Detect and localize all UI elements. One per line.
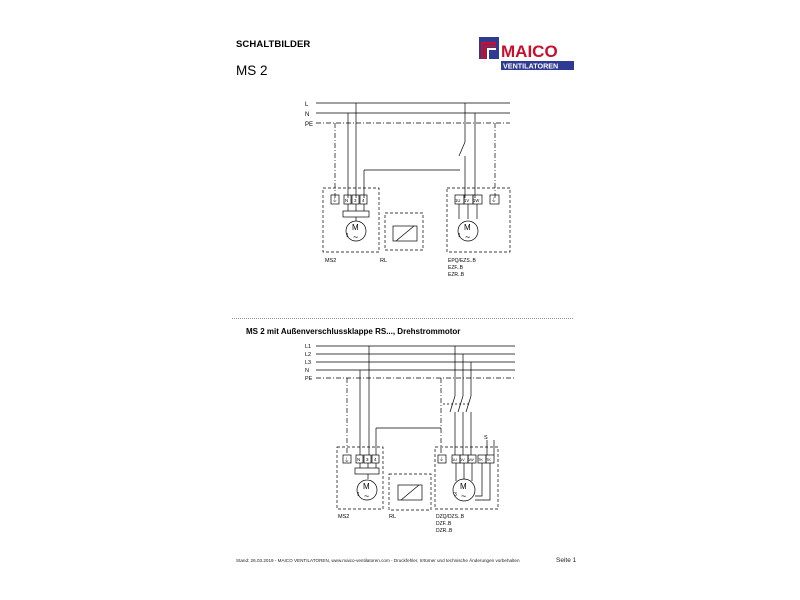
model-label-2-1: DZQ/DZS..B xyxy=(436,514,465,520)
motor-m-right: M xyxy=(464,223,471,232)
svg-text:~: ~ xyxy=(461,491,467,501)
model-label-2: EZF..B xyxy=(448,265,464,271)
unit-label-left-2: MS2 xyxy=(338,514,350,520)
bus-label-n: N xyxy=(305,112,310,118)
terminal-tk-1: TK xyxy=(478,458,483,462)
bus-label-pe-2: PE xyxy=(305,376,313,382)
bus-label-l1: L1 xyxy=(305,344,312,350)
bus-label-l: L xyxy=(305,102,309,108)
diagram2 xyxy=(316,346,515,510)
motor-m-left-2: M xyxy=(363,482,370,491)
model-label-2-3: DZR..B xyxy=(436,528,453,534)
model-label-1: EPQ/EZS..B xyxy=(448,258,476,264)
logo-brand-text: MAICO xyxy=(501,42,558,61)
bus-label-n-2: N xyxy=(305,368,309,374)
motor-phase-right-2: 3 xyxy=(454,492,457,498)
bus-label-l3: L3 xyxy=(305,360,312,366)
model-label-3: EZR..B xyxy=(448,272,465,278)
terminal-1u: 1U xyxy=(455,198,461,203)
terminal-1w: 1W xyxy=(473,198,480,203)
motor-phase-left-2: 1 xyxy=(357,492,360,498)
footer-text: Stand: 26.03.2019 - MAICO VENTILATOREN, www.maico-ventilatoren.com - Druckfehler, Irrtümer und technische Änderungen vorbehalten xyxy=(236,558,520,563)
page-title: MS 2 xyxy=(236,63,268,78)
bus-label-l2: L2 xyxy=(305,352,312,358)
terminal-n: N xyxy=(345,198,349,203)
terminal-pe-right: ⏚ xyxy=(491,198,497,204)
relay-label: RL xyxy=(380,258,388,264)
terminal-1v: 1V xyxy=(464,198,470,203)
logo-subtitle-text: VENTILATOREN xyxy=(503,61,559,71)
terminal-4: 4 xyxy=(362,198,365,203)
motor-m-right-2: M xyxy=(460,482,467,491)
section-label: SCHALTBILDER xyxy=(236,39,311,50)
model-label-2-2: DZF..B xyxy=(436,521,452,527)
motor-phase-right: 1 xyxy=(458,233,461,239)
terminal-1w-2: 1W xyxy=(468,458,474,462)
terminal-3: 3 xyxy=(354,198,357,203)
terminal-n-2: N xyxy=(357,457,361,462)
terminal-pe-right-2: ⏚ xyxy=(439,457,445,463)
terminal-pe: ⏚ xyxy=(332,198,338,204)
diagram1 xyxy=(316,103,510,252)
relay-box-2 xyxy=(389,474,431,510)
terminal-1v-2: 1V xyxy=(460,458,465,462)
terminal-4-2: 4 xyxy=(374,457,377,462)
bus-label-pe: PE xyxy=(305,122,314,128)
terminal-pe-2: ⏚ xyxy=(344,458,350,464)
unit-label-left: MS2 xyxy=(325,258,337,264)
svg-text:~: ~ xyxy=(364,491,370,501)
terminal-tk-2: TK xyxy=(486,458,491,462)
page-number: Seite 1 xyxy=(556,557,577,564)
relay-label-2: RL xyxy=(389,514,397,520)
terminal-3-2: 3 xyxy=(366,457,369,462)
motor-m-left: M xyxy=(352,223,359,232)
svg-text:~: ~ xyxy=(465,232,471,242)
diagram2-title: MS 2 mit Außenverschlussklappe RS..., Drehstrommotor xyxy=(246,327,461,336)
terminal-1u-2: 1U xyxy=(452,458,457,462)
motor-phase-left: 1 xyxy=(346,233,349,239)
switch-label: S xyxy=(484,435,488,441)
svg-text:~: ~ xyxy=(353,232,359,242)
